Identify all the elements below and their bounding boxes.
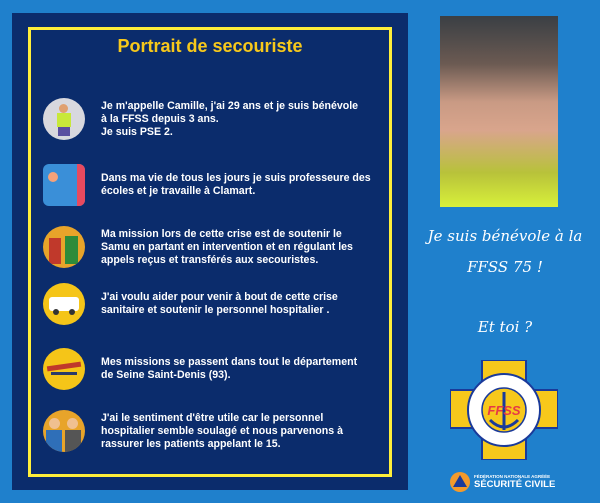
securite-civile-badge — [450, 472, 555, 492]
item-line: J'ai le sentiment d'être utile car le personnel — [101, 411, 324, 424]
item-line: Dans ma vie de tous les jours je suis professeure des — [101, 172, 371, 184]
page-title: Portrait de secouriste — [117, 36, 303, 56]
side-line-2: FFSS 75 ! — [467, 258, 543, 276]
civil-defense-icon — [450, 472, 470, 492]
item-line: Mes missions se passent dans tout le département — [101, 356, 358, 368]
ffss-logo — [450, 360, 558, 460]
item-line: appels reçus et transférés aux secouristes. — [101, 253, 319, 266]
item-line: à la FFSS depuis 3 ans. — [101, 112, 219, 125]
list-item — [43, 348, 383, 390]
medical-team-icon — [43, 226, 85, 268]
side-question: Et toi ? — [477, 318, 533, 336]
side-line-1: Je suis bénévole à la — [427, 227, 583, 245]
stretcher-icon — [43, 348, 85, 390]
people-icon — [43, 410, 85, 452]
list-item — [43, 283, 383, 325]
item-line: écoles et je travaille à Clamart. — [101, 185, 256, 197]
rescuer-icon — [43, 98, 85, 140]
footer-big: SÉCURITÉ CIVILE — [474, 479, 556, 490]
item-line: rassurer les patients appelant le 15. — [101, 437, 281, 450]
logo-initials: FFSS — [487, 403, 521, 418]
list-item — [43, 98, 383, 140]
item-line: hospitalier semble soulagé et nous parvenons à — [101, 424, 343, 437]
list-item — [43, 164, 383, 206]
volunteer-photo — [440, 16, 558, 207]
info-panel — [12, 13, 408, 490]
footer-small: FÉDÉRATION NATIONALE AGRÉÉE — [474, 474, 551, 479]
list-item — [43, 410, 383, 452]
list-item — [43, 226, 383, 268]
item-line: Je suis PSE 2. — [101, 125, 173, 138]
item-line: de Seine Saint-Denis (93). — [101, 369, 231, 381]
id-card-icon — [43, 164, 85, 206]
item-line: Je m'appelle Camille, j'ai 29 ans et je suis bénévole — [101, 99, 359, 112]
ambulance-icon — [43, 283, 85, 325]
item-line: J'ai voulu aider pour venir à bout de cette crise — [101, 291, 338, 303]
item-line: Ma mission lors de cette crise est de soutenir le — [101, 227, 342, 240]
item-line: sanitaire et soutenir le personnel hospitalier . — [101, 304, 330, 316]
yellow-frame — [28, 27, 392, 477]
item-line: Samu en partant en intervention et en régulant les — [101, 240, 353, 253]
